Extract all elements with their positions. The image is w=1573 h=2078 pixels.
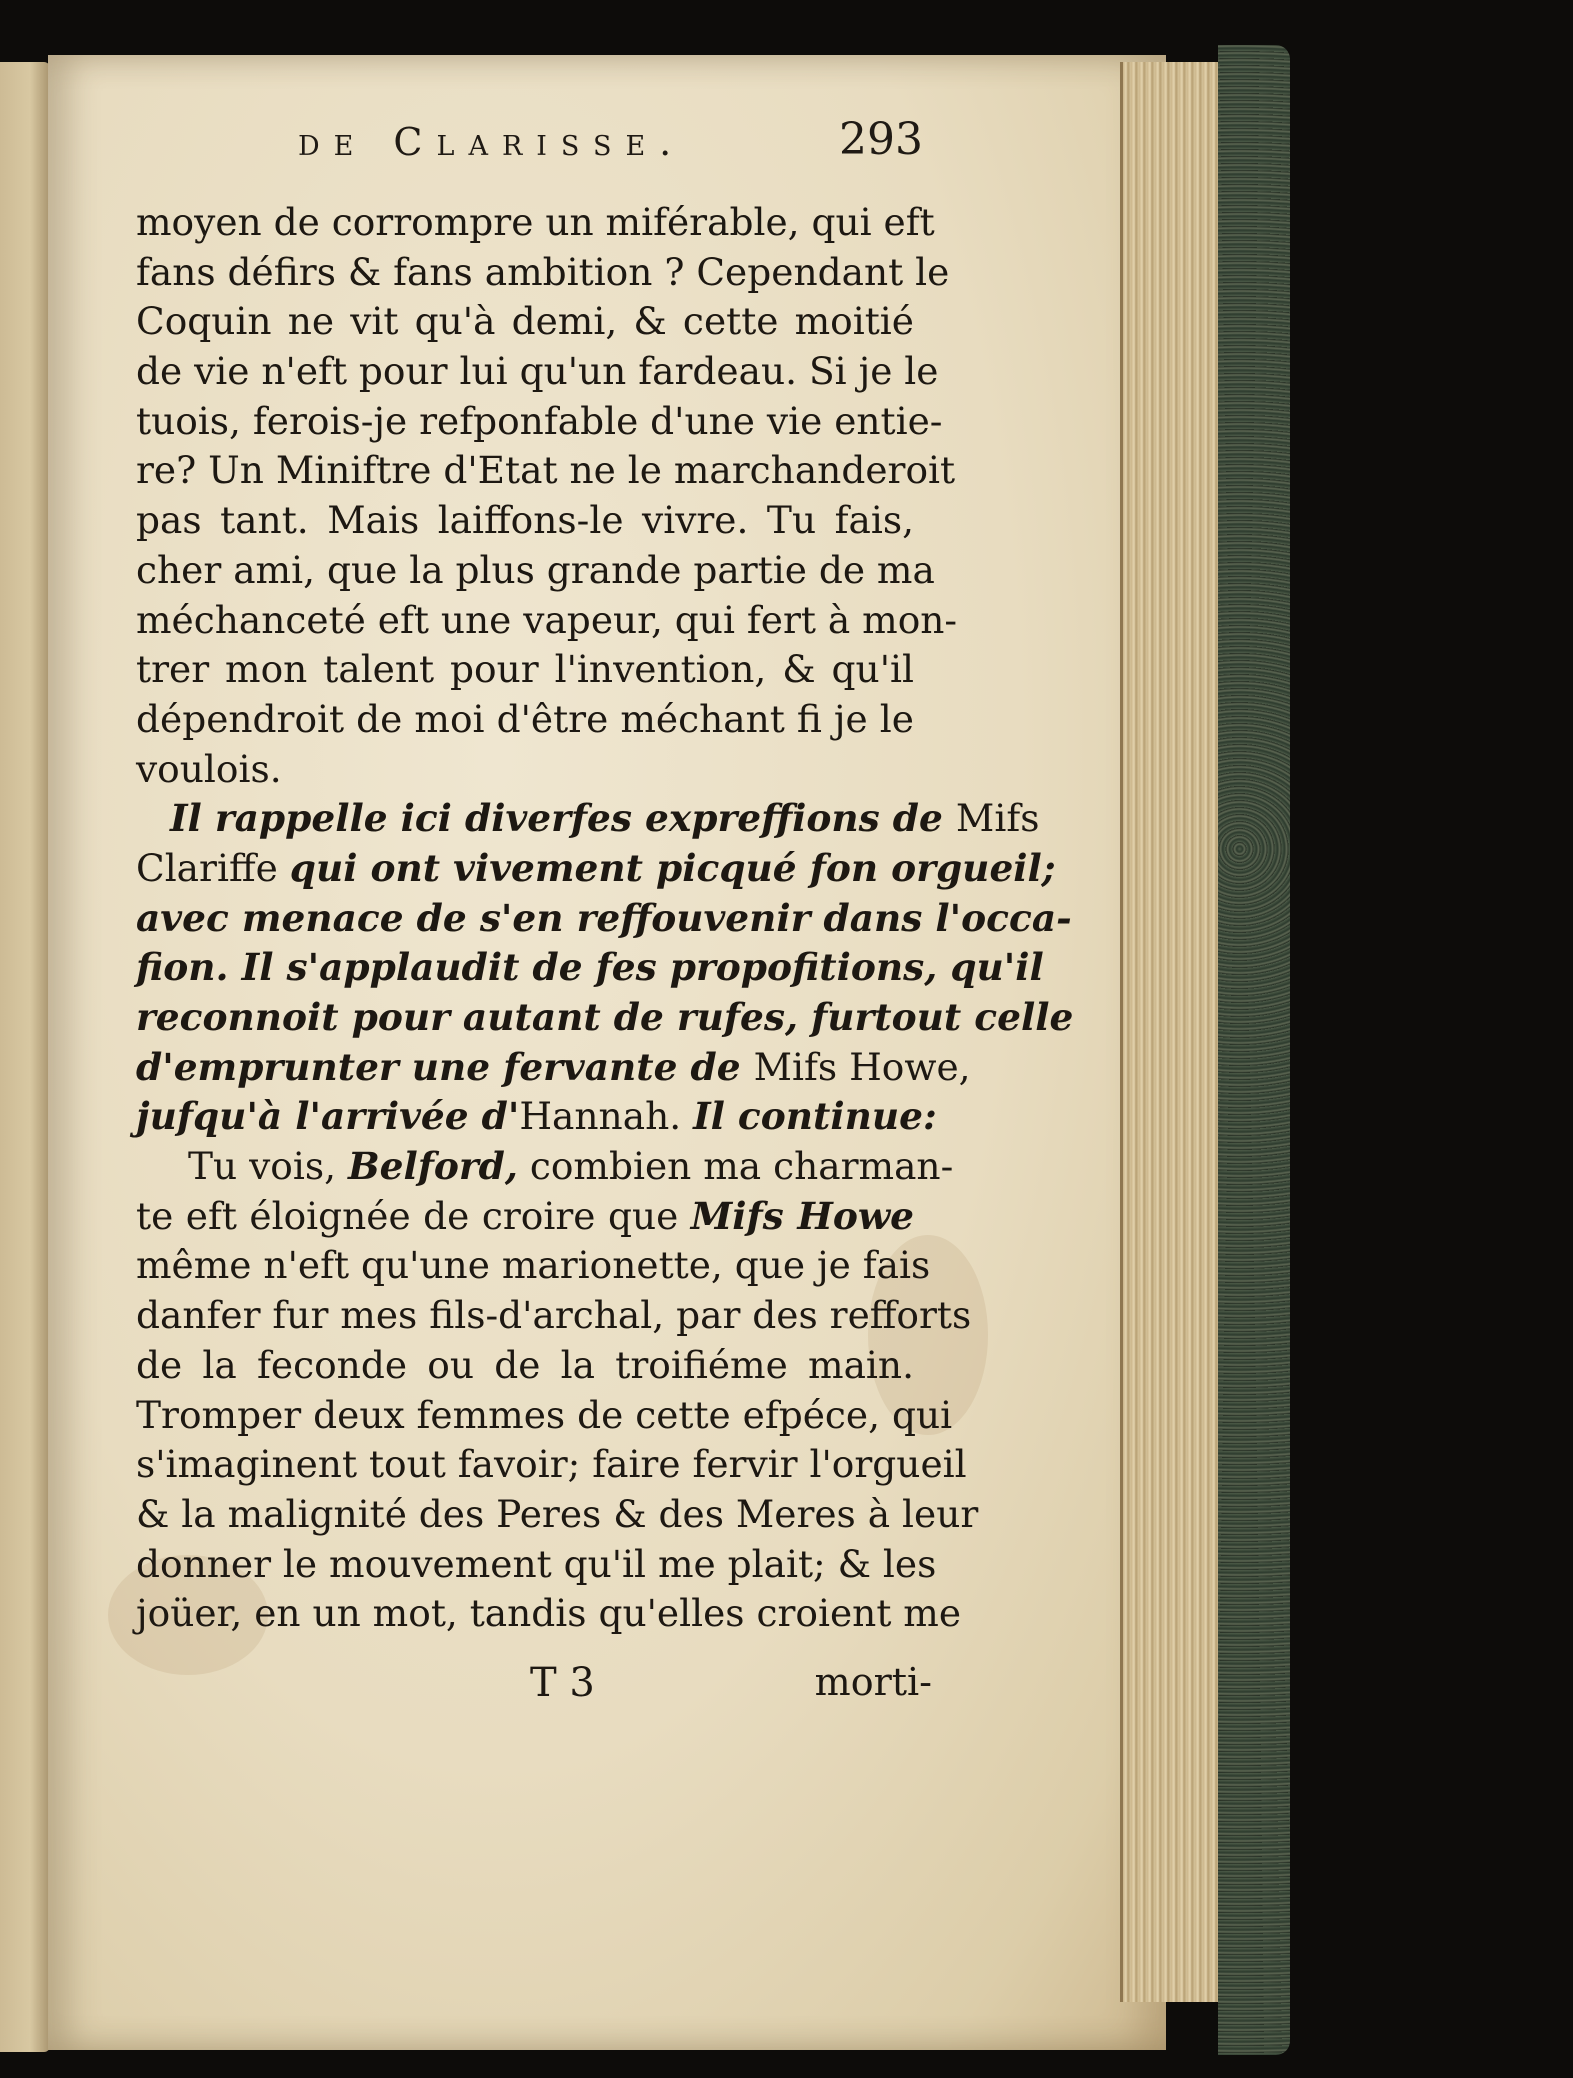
text-segment: même n'eft qu'une marionette, que je fais [136,1243,931,1288]
text-segment: de la feconde ou de la troifiéme main. [136,1342,914,1387]
text-segment: & la malignité des Peres & des Meres à leur [136,1491,979,1536]
text-line [136,198,935,248]
text-segment: Tromper deux femmes de cette efpéce, qui [136,1392,953,1437]
italic-text-segment: qui ont vivement picqué fon orgueil; [289,845,1056,890]
text-segment: tuois, ferois-je refponfable d'une vie entie- [136,398,943,443]
text-line [136,1440,967,1490]
text-segment: moyen de corrompre un miférable, qui eft [136,200,935,244]
text-line [136,1092,937,1142]
body-text [136,198,1074,1639]
text-line [136,993,1074,1043]
text-segment: fans défirs & fans ambition ? Cependant le [136,249,950,294]
italic-text-segment: d'emprunter une fervante de [136,1044,754,1089]
text-segment: cher ami, que la plus grande partie de ma [136,547,935,592]
text-line [136,397,943,447]
text-line [136,297,914,347]
text-segment: te eft éloignée de croire que [136,1193,691,1238]
text-line [136,695,914,745]
text-segment: pas tant. Mais laiffons-le vivre. Tu fais, [136,498,914,543]
italic-text-segment: reconnoit pour autant de rufes, furtout celle [136,995,1074,1039]
text-line [136,894,1072,944]
italic-text-segment: jufqu'à l'arrivée d' [136,1094,520,1139]
page-block-edges [1120,62,1233,2002]
text-line [136,1540,937,1590]
text-segment: donner le mouvement qu'il me plait; & les [136,1541,937,1586]
marbled-cover [1218,45,1290,2055]
text-line [136,446,956,496]
text-line [136,496,914,546]
italic-text-segment: Il continue: [693,1094,937,1139]
text-line [136,1192,914,1242]
text-line [136,745,914,795]
text-line [136,645,914,695]
text-segment: s'imaginent tout favoir; faire fervir l'orgueil [136,1442,967,1487]
text-line [136,596,958,646]
text-line [136,1142,954,1192]
italic-text-segment: Il rappelle ici diverfes expreffions de [170,796,956,841]
text-segment: danfer fur mes fils-d'archal, par des refforts [136,1293,972,1338]
text-segment: Mifs Howe, [753,1044,971,1089]
text-line [136,1043,971,1093]
text-line [136,1241,931,1291]
text-line [136,1291,972,1341]
page-footer [520,1660,932,1716]
text-line [136,794,1040,844]
italic-text-segment: Belford, [347,1144,518,1189]
text-segment: joüer, en un mot, tandis qu'elles croient me [136,1591,962,1636]
text-line [136,1490,979,1540]
page-number: 293 [839,114,923,165]
catchword: morti- [814,1660,932,1704]
text-segment: Coquin ne vit qu'à demi, & cette moitié [136,299,914,344]
page-header [298,112,923,170]
text-line [136,546,935,596]
text-segment: Mifs [955,796,1040,841]
text-segment: de vie n'eft pour lui qu'un fardeau. Si je le [136,349,939,394]
running-title: de Clarisse. [298,120,686,164]
text-line [136,1391,953,1441]
text-segment: voulois. [136,746,282,791]
text-line [136,1589,962,1639]
text-line [136,943,1044,993]
text-segment: méchanceté eft une vapeur, qui fert à mon- [136,597,958,642]
left-page-edge [0,62,50,2052]
italic-text-segment: Mifs Howe [690,1193,915,1238]
text-segment: Hannah. [519,1094,694,1139]
text-segment: combien ma charman- [517,1144,954,1189]
italic-text-segment: avec menace de s'en reffouvenir dans l'occa- [136,895,1072,940]
text-segment: trer mon talent pour l'invention, & qu'il [136,647,914,692]
text-line [136,248,950,298]
text-line [136,844,1056,894]
text-line [136,347,939,397]
text-segment: Clariffe [136,845,290,890]
text-segment: re? Un Miniftre d'Etat ne le marchanderoit [136,448,956,493]
signature-mark: T 3 [530,1660,595,1706]
italic-text-segment: fion. Il s'applaudit de fes propofitions, qu'il [136,945,1044,990]
text-segment: dépendroit de moi d'être méchant fi je le [136,696,914,741]
text-segment: Tu vois, [188,1144,348,1189]
text-line [136,1341,914,1391]
